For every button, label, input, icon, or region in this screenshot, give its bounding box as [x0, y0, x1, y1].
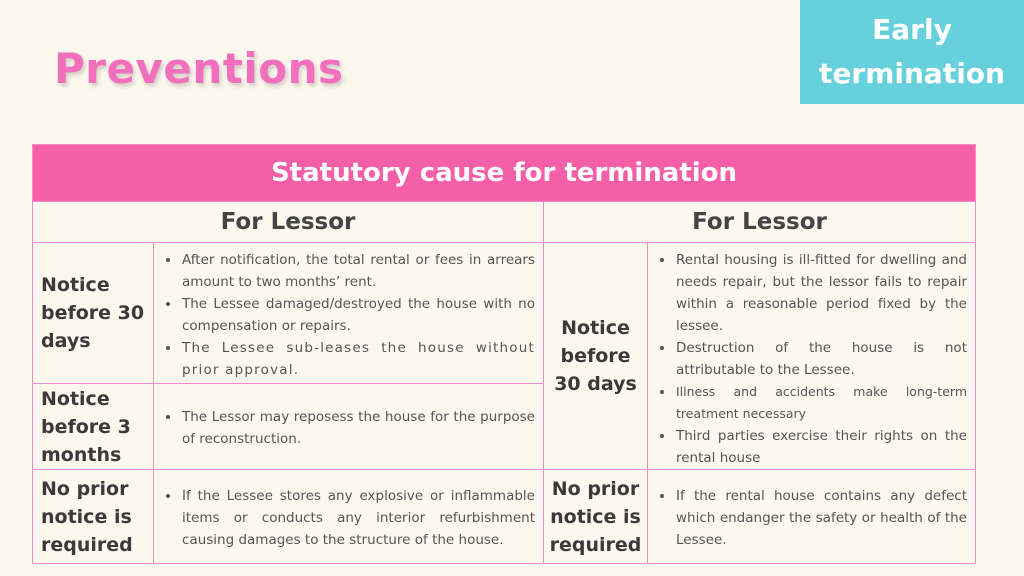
list-item: If the Lessee stores any explosive or inflammable items or conducts any interior refurbishment causing damages to the structure of the house.: [176, 485, 535, 551]
list-item: Rental housing is ill-fitted for dwelling and needs repair, but the lessor fails to repair within a reasonable period fixed by the lessee.: [670, 249, 967, 337]
list-item: Illness and accidents make long-term treatment necessary: [670, 381, 967, 425]
left-row-label-no-notice: No prior notice is required: [33, 470, 154, 563]
list-item: If the rental house contains any defect which endanger the safety or health of the Lessee.: [670, 485, 967, 551]
termination-table: [32, 144, 976, 564]
right-column-header: For Lessor: [544, 202, 975, 243]
early-termination-badge: Early termination: [800, 0, 1024, 104]
right-row-label-no-notice: No prior notice is required: [544, 470, 648, 563]
list-item: Destruction of the house is not attributable to the Lessee.: [670, 337, 967, 381]
left-row-desc-3-months: [154, 384, 544, 470]
right-row-desc-30-days: [648, 243, 975, 470]
left-row-label-30-days: Notice before 30 days: [33, 243, 154, 384]
list-item: After notification, the total rental or fees in arrears amount to two months’ rent.: [176, 249, 535, 293]
table-header: Statutory cause for termination: [33, 145, 975, 202]
list-item: The Lessee sub-leases the house without prior approval.: [176, 337, 535, 381]
left-row-desc-30-days: [154, 243, 544, 384]
page-title: Preventions: [54, 44, 344, 93]
list-item: Third parties exercise their rights on the rental house: [670, 425, 967, 469]
left-row-label-3-months: Notice before 3 months: [33, 384, 154, 470]
list-item: The Lessee damaged/destroyed the house with no compensation or repairs.: [176, 293, 535, 337]
left-column-header: For Lessor: [33, 202, 544, 243]
list-item: The Lessor may reposess the house for the purpose of reconstruction.: [176, 406, 535, 450]
right-row-desc-no-notice: [648, 470, 975, 563]
left-row-desc-no-notice: [154, 470, 544, 563]
right-row-label-30-days: Notice before 30 days: [544, 243, 648, 470]
